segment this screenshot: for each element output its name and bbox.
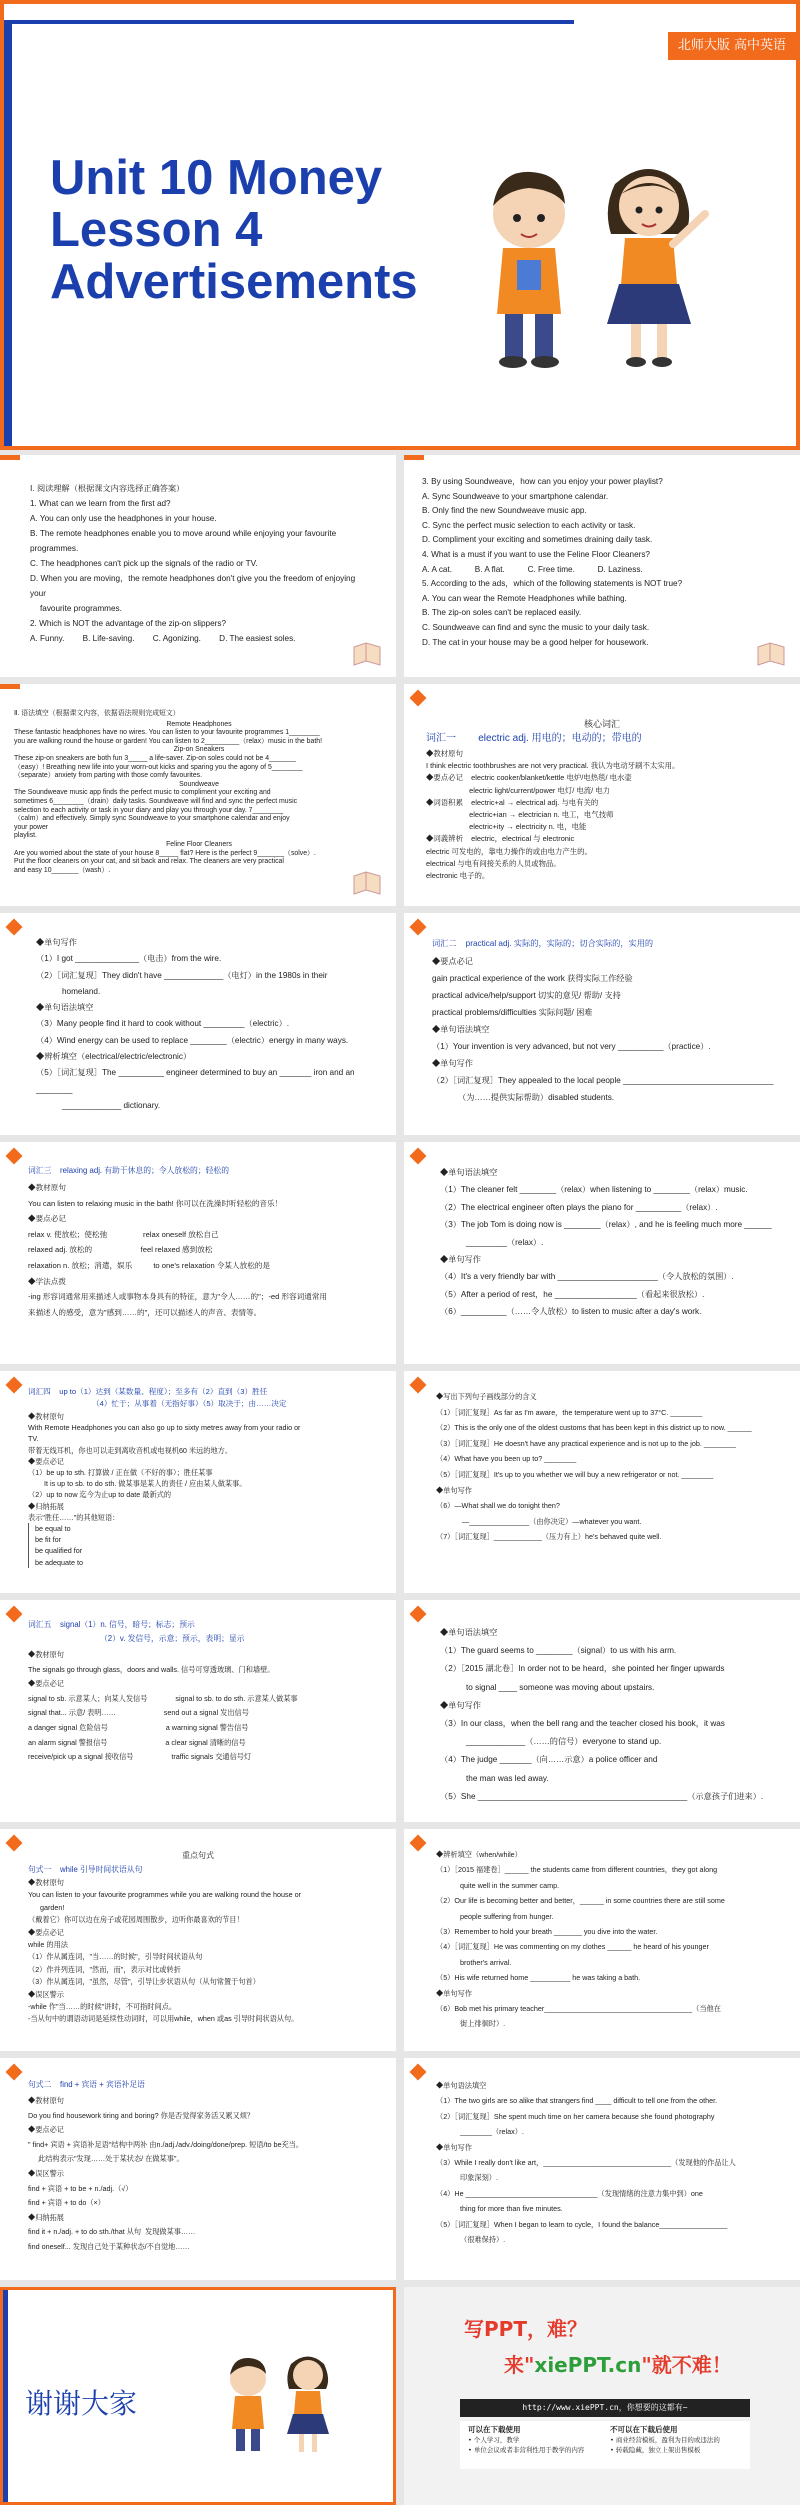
text-line: ◆单句语法填空 (436, 2081, 487, 2090)
ad-terms (460, 2421, 750, 2469)
text-line: （1）Your invention is very advanced, but not very __________（practice）. (432, 1042, 711, 1051)
text-line: ________（relax）. (460, 2127, 524, 2137)
text-line: A. You can only use the headphones in your house. (30, 514, 217, 523)
text-line: the man was led away. (466, 1773, 549, 1783)
book-icon (756, 641, 786, 667)
text-line: ◆教材原句 (28, 1878, 64, 1887)
cover-left-bar (4, 24, 12, 446)
slide-body (440, 1624, 790, 1806)
slide-subtitle: 词汇二 practical adj. 实际的，实际的；切合实际的，实用的 (432, 939, 654, 948)
text-line: （6）Bob met his primary teacher_____________________________________（当他在 (436, 2004, 721, 2014)
slide-body (28, 1180, 384, 1320)
text-line: （4）［词汇复现］He was commenting on my clothes ______ he heard of his younger (436, 1942, 709, 1952)
text-line: ◆单句写作 (440, 1255, 481, 1265)
text-line: B. The remote headphones enable you to move around while enjoying your favourite (30, 529, 337, 538)
text-line: （3）Many people find it hard to cook without _________（electric）. (36, 1019, 290, 1029)
text-line: （2）The electrical engineer often plays the piano for __________（relax）. (440, 1202, 718, 1212)
text-line: while 的用法 (28, 1940, 68, 1950)
text-line: an alarm signal 警报信号 a clear signal 清晰的信号 (28, 1737, 246, 1747)
text-line: ◆教材原句 (28, 2096, 64, 2105)
text-line: ◆教材原句 (28, 1183, 66, 1192)
text-line: A. Funny. B. Life-saving. C. Agonizing. D. The easiest soles. (30, 634, 296, 643)
slide-body (440, 1164, 790, 1321)
slide-reading-q3-5 (404, 455, 800, 677)
text-line: D. Compliment your exciting and sometimes draining daily task. (422, 535, 653, 545)
slide-up-to-exercises (404, 1371, 800, 1593)
text-line: electric light/current/power 电灯/ 电流/ 电力 (426, 785, 610, 795)
text-line: homeland. (62, 986, 101, 996)
text-line: （7）［词汇复现］____________（压力有上）he's behaved quite well. (436, 1532, 662, 1542)
orange-diamond-marker (410, 2064, 427, 2081)
text-line: 2. Which is NOT the advantage of the zip-on slippers? (30, 619, 226, 628)
text-line: Are you worried about the state of your house 8_____ flat? Here is the perfect 9_______（solve）. (14, 849, 316, 857)
text-line: （5）［词汇复现］The __________ engineer determined to buy an _______ iron and an ________ (36, 1068, 357, 1094)
text-line: B. The zip-on soles can't be replaced easily. (422, 608, 582, 618)
text-line: selection to each activity or task in your diary and play you through your day. 7________ (14, 806, 284, 814)
orange-diamond-marker (410, 1377, 427, 1394)
text-line: _________（relax）. (466, 1237, 544, 1247)
text-line: practical problems/difficulties 实际问题/ 困难 (432, 1008, 593, 1017)
text-line: -while 作"当……的时候"讲时，不可指时间点。 (28, 2002, 177, 2012)
text-line: ◆单句语法填空 (440, 1168, 498, 1177)
book-icon (352, 870, 382, 896)
text-line: （4）It's a very friendly bar with ______________________（令人放松的氛围）. (440, 1272, 734, 1282)
text-line: signal that... 示意/ 表明…… send out a signal 发出信号 (28, 1708, 249, 1718)
slide-while-exercises (404, 1829, 800, 2051)
text-line: 此结构表示"发现……处于某状态/ 在做某事"。 (38, 2154, 184, 2164)
ad-col-line: • 单位会议或者非营利性用于教学的内容 (468, 2446, 585, 2454)
text-line: ◆教材原句 (28, 1412, 64, 1421)
text-line: you are walking round the house or garden! You can listen to 2_________（relax）music in the bath! (14, 737, 322, 745)
text-line: A. Sync Soundweave to your smartphone calendar. (422, 491, 609, 501)
text-line: （4）What have you been up to? ________ (436, 1454, 577, 1464)
text-line: 5. According to the ads，which of the following statements is NOT true? (422, 579, 683, 589)
cover-title-line1: Unit 10 Money (50, 151, 383, 205)
text-line: （3）作从属连词，"虽然，尽管"，引导让步状语从句（从句常置于句首） (28, 1977, 260, 1987)
orange-diamond-marker (410, 1606, 427, 1623)
text-line: （4）The judge _______（向……示意）a police officer and (440, 1755, 658, 1765)
text-line: （3）Remember to hold your breath _______ you dive into the water. (436, 1927, 658, 1937)
text-line: programmes. (30, 544, 79, 553)
text-line: garden! (40, 1902, 65, 1912)
text-line: ◆误区警示 (28, 2168, 64, 2178)
slide-body (436, 1847, 792, 2032)
text-line: ◆要点必记 electric cooker/blanket/kettle 电炉/电热毯/ 电水壶 (426, 773, 632, 783)
text-line: （4）He _________________________________（发现情绪的注意力集中到）one (436, 2188, 703, 2198)
slide-electric-exercises (0, 913, 396, 1135)
thanks-left-bar (3, 2290, 8, 2502)
ad-slogan-site: xiePPT.cn (534, 2353, 642, 2377)
text-line: These zip-on sneakers are both fun 3_____ a life-saver. Zip-on soles could not be 4_______ (14, 754, 296, 762)
ad-slogan-a: 来" (504, 2353, 535, 2377)
text-line: （1）The cleaner felt ________（relax）when listening to ________（relax）music. (440, 1185, 748, 1195)
text-line: find + 宾语 + to be + n./adj.（√） (28, 2183, 133, 2193)
text-line: your (30, 589, 46, 598)
text-line: （5）She ______________________________________________（示意孩子们进来）. (440, 1791, 764, 1801)
text-line: thing for more than five minutes. (460, 2204, 563, 2214)
text-line: C. Soundweave can find and sync the music to your daily task. (422, 622, 650, 632)
text-line: ◆单句语法填空 (36, 1003, 94, 1013)
text-line: ◆词義辨析 electric，electrical 与 electronic (426, 834, 575, 844)
orange-diamond-marker (410, 919, 427, 936)
text-line: ◆词语积累 electric+al → electrical adj. 与电有关的 (426, 797, 599, 807)
slide-body (28, 1877, 384, 2026)
slide-thanks (0, 2287, 396, 2505)
text-line: ◆单句语法填空 (432, 1025, 490, 1034)
text-line: be fit for (28, 1534, 384, 1545)
slide-title: 重点句式 (182, 1851, 214, 1860)
text-line: （2）Our life is becoming better and better，______ in some countries there are still some (436, 1896, 725, 1906)
text-line: find + 宾语 + to do（×） (28, 2198, 105, 2208)
slide-body (28, 1648, 384, 1765)
ad-title: Remote Headphones (166, 720, 232, 728)
text-line: ◆归纳拓展 (28, 2212, 64, 2222)
slide-reading-q1-2 (0, 455, 396, 677)
text-line: （3）While I really don't like art，________________________________（发现他的作品让人 (436, 2158, 736, 2168)
text-line: ◆辨析填空（when/while） (436, 1850, 522, 1859)
text-line: practical advice/help/support 切实的意见/ 帮助/ 支持 (432, 991, 621, 1000)
text-line: 3. By using Soundweave，how can you enjoy your power playlist? (422, 477, 663, 486)
ad-col-title: 不可以在下载后使用 (610, 2425, 678, 2434)
ad-title: Zip-on Sneakers (173, 746, 225, 754)
slide-body (30, 481, 380, 646)
slide-vocab-signal (0, 1600, 396, 1822)
text-line: B. Only find the new Soundweave music app. (422, 506, 587, 516)
cover-badge: 北师大版 高中英语 (668, 32, 796, 60)
text-line: （1）be up to sth. 打算做 / 正在做（不好的事）；胜任某事 (28, 1468, 213, 1478)
text-line: ◆教材原句 (28, 1650, 64, 1659)
text-line: be equal to (28, 1523, 384, 1534)
slide-body (36, 935, 386, 1114)
cover-title-line2: Lesson 4 (50, 203, 263, 257)
text-line: （separate）anxiety from parting with those comfy favourites. (14, 772, 203, 780)
slide-body (28, 1411, 384, 1568)
slide-body (422, 475, 782, 650)
text-line: Put the floor cleaners on your cat, and sit back and relax. The cleaners are very practical (14, 858, 284, 866)
slide-subtitle: （4）忙于；从事着（无指好事）（5）取决于；由……决定 (92, 1399, 287, 1408)
text-line: -ing 形容词通常用来描述人或事物本身具有的特征，意为"令人……的"；-ed 形容词通常用 (28, 1292, 328, 1302)
text-line: （1）［词汇复现］As far as I'm aware，the temperature went up to 37°C. ________ (436, 1407, 703, 1417)
text-line: （戴着它）你可以边在房子或花园周围散步，边听你最喜欢的节目！ (28, 1915, 244, 1925)
text-line: ◆要点必记 (28, 1456, 64, 1466)
slide-subtitle: 句式二 find + 宾语 + 宾语补足语 (28, 2080, 145, 2089)
slide-vocab-relaxing (0, 1142, 396, 1364)
text-line: （2）［词汇复现］They didn't have _____________（电灯）in the 1980s in their (36, 970, 328, 980)
text-line: It is up to sb. to do sth. 做某事是某人的责任 / 应由某人做某事。 (44, 1479, 247, 1489)
thanks-text: 谢谢大家 (25, 2387, 138, 2420)
text-line: find it + n./adj. + to do sth./that 从句 发现做某事…… (28, 2227, 196, 2237)
text-line: You can listen to your favourite programmes while you are walking round the house or (28, 1890, 302, 1900)
ad-headline: 写PPT，难？ (464, 2317, 587, 2341)
text-line: （1）The guard seems to ________（signal）to us with his arm. (440, 1646, 677, 1656)
text-line: 印象深刻）. (460, 2173, 498, 2183)
ad-col-title: 可以在下载使用 (468, 2425, 521, 2434)
text-line: be adequate to (28, 1557, 384, 1568)
text-line: 1. What can we learn from the first ad? (30, 499, 171, 508)
text-line: （2）［词汇复现］She spent much time on her camera because she found photography (436, 2111, 715, 2121)
text-line: to signal ____ someone was moving about upstairs. (466, 1682, 655, 1692)
text-line: be qualified for (28, 1545, 384, 1556)
ad-slogan-c: "就不难！ (641, 2353, 732, 2377)
text-line: （1）I got ______________（电击）from the wire. (36, 954, 222, 964)
text-line: 来描述人的感受，意为"感到……的"，还可以描述人的声音、表情等。 (28, 1307, 262, 1317)
text-line: （3）The job Tom is doing now is ________（relax）, and he is feeling much more ______ (440, 1220, 772, 1230)
slide-accent-bar (0, 684, 20, 689)
slide-title: 核心词汇 (583, 719, 620, 729)
text-line: （6）—What shall we do tonight then? (436, 1501, 560, 1511)
text-line: A. A cat. B. A flat. C. Free time. D. Laziness. (422, 564, 643, 574)
text-line: You can listen to relaxing music in the bath! 你可以在洗澡时听轻松的音乐！ (28, 1198, 283, 1208)
text-line: ◆写出下列句子画线部分的含义 (436, 1392, 537, 1401)
orange-diamond-marker (6, 2064, 23, 2081)
ad-title: Feline Floor Cleaners (166, 840, 232, 848)
slide-subtitle: 词汇三 relaxing adj. 有助于休息的；令人放松的；轻松的 (28, 1166, 230, 1175)
text-line: （easy）! Breathing new life into your worn-out kicks and sparing you the agony of 5________ (14, 763, 303, 771)
text-line: ◆单句写作 (36, 938, 77, 947)
text-line: ◆辨析填空（electrical/electric/electronic） (36, 1052, 192, 1062)
slide-subtitle: 词汇一 electric adj. 用电的；电动的；带电的 (426, 733, 642, 744)
text-line: _____________（……的信号）everyone to stand up. (466, 1737, 662, 1747)
text-line: ◆要点必记 (432, 957, 473, 966)
text-line: —_______________（由你决定）—whatever you want. (462, 1516, 642, 1526)
text-line: （1）［2015 福建卷］______ the students came from different countries，they got along (436, 1865, 718, 1875)
slide-vocab-electric (404, 684, 800, 906)
text-line: sometimes 6________（drain）daily tasks. Soundweave will find and sync the perfect music (14, 797, 298, 805)
cartoon-girl (607, 169, 705, 367)
text-line: With Remote Headphones you can also go up to sixty metres away from your radio or (28, 1423, 301, 1433)
ad-slogan (504, 2349, 732, 2378)
ad-col-forbidden (610, 2425, 746, 2455)
slide-body (14, 710, 384, 875)
slide-relaxing-exercises (404, 1142, 800, 1364)
text-line: brother's arrival. (460, 1957, 512, 1967)
text-line: TV. (28, 1434, 39, 1444)
slide-vocab-up-to (0, 1371, 396, 1593)
text-line: ◆单句写作 (436, 1988, 472, 1998)
text-line: The Soundweave music app finds the perfect music to compliment your exciting and (14, 789, 271, 797)
text-line: ◆单句写作 (436, 1485, 472, 1495)
text-line: gain practical experience of the work 获得实际工作经验 (432, 974, 633, 983)
ad-url-bar[interactable]: http://www.xiePPT.cn，你想要的这都有~ (460, 2399, 750, 2417)
text-line: Ⅰ. 阅读理解（根据课文内容选择正确答案） (30, 484, 185, 493)
text-line: electric+ian → electrician n. 电工，电气技师 (426, 810, 614, 820)
slide-body (426, 748, 786, 882)
text-line: 4. What is a must if you want to use the Feline Floor Cleaners? (422, 549, 650, 559)
orange-diamond-marker (6, 1606, 23, 1623)
text-line: ◆单句写作 (432, 1059, 473, 1068)
text-line: （1）The two girls are so alike that strangers find ____ difficult to tell one from the other. (436, 2096, 718, 2106)
text-line: quite well in the summer camp. (460, 1880, 560, 1890)
text-line: （3）In our class，when the bell rang and the teacher closed his book，it was (440, 1719, 725, 1729)
slide-sentence-while (0, 1829, 396, 2051)
orange-diamond-marker (410, 1148, 427, 1165)
cover-title (50, 152, 418, 308)
text-line: （2）This is the only one of the oldest customs that has been kept in this district up to now. ______ (436, 1423, 752, 1433)
slide-body (436, 2078, 792, 2247)
orange-diamond-marker (6, 1377, 23, 1394)
text-line: （6）__________（……令人放松）to listen to music after a day's work. (440, 1307, 702, 1317)
text-line: （很难保持）. (460, 2235, 506, 2245)
text-line: （4）Wind energy can be used to replace ________（electric）energy in many ways. (36, 1035, 349, 1045)
text-line: （5）［词汇复现］It's up to you whether we will buy a new refrigerator or not. ________ (436, 1469, 714, 1479)
cover-slide (0, 0, 800, 450)
text-line: receive/pick up a signal 接收信号 traffic signals 交通信号灯 (28, 1752, 252, 1762)
text-line: electric 可发电的，靠电力操作的或由电力产生的。 (426, 846, 592, 856)
ad-col-line: • 商业经营模板，盈利为目的或违法的 (610, 2436, 720, 2444)
text-line: relaxed adj. 放松的 feel relaxed 感到放松 (28, 1245, 213, 1255)
text-line: ◆教材原句 (426, 749, 463, 758)
ad-col-allowed (468, 2425, 598, 2455)
text-line: favourite programmes. (40, 604, 122, 613)
orange-diamond-marker (410, 690, 427, 707)
text-line: 街上徘徊时）. (460, 2019, 506, 2029)
text-line: ◆学法点拨 (28, 1276, 66, 1286)
slide-accent-bar (0, 455, 20, 460)
text-line: electric+ity → electricity n. 电，电能 (426, 822, 587, 832)
text-line: ◆单句写作 (436, 2142, 472, 2152)
slide-body (436, 1389, 792, 1545)
text-line: D. When you are moving，the remote headphones don't give you the freedom of enjoying (30, 574, 356, 583)
text-line: your power (14, 823, 49, 831)
slide-vocab-practical (404, 913, 800, 1135)
text-line: C. Sync the perfect music selection to each activity or task. (422, 520, 636, 530)
slide-heading: Ⅱ. 语法填空（根据课文内容，依据语法规则完成短文） (14, 710, 180, 717)
book-icon (352, 641, 382, 667)
text-line: electrical 与电有间接关系的人员或物品。 (426, 858, 561, 868)
text-line: a danger signal 危险信号 a warning signal 警告信号 (28, 1722, 249, 1732)
text-line: signal to sb. 示意某人；向某人发信号 signal to sb. to do sth. 示意某人做某事 (28, 1693, 298, 1703)
slide-subtitle: 词汇五 signal（1）n. 信号，暗号；标志；预示 (28, 1620, 195, 1629)
text-line: A. You can wear the Remote Headphones while bathing. (422, 593, 627, 603)
cartoon-boy (493, 172, 565, 368)
text-line: ◆要点必记 (28, 1214, 66, 1224)
text-line: （2）［词汇复现］They appealed to the local people _________________________________ (432, 1076, 774, 1085)
slide-body (28, 2094, 384, 2255)
text-line: C. The headphones can't pick up the signals of the radio or TV. (30, 559, 258, 568)
slide-accent-bar (404, 455, 424, 460)
ad-col-line: • 个人学习，教学 (468, 2436, 520, 2444)
text-line: playlist. (14, 832, 37, 840)
text-line: ◆误区警示 (28, 1989, 64, 1999)
text-line: 表示"胜任……"的其他短语： (28, 1512, 120, 1522)
ad-title: Soundweave (179, 780, 219, 788)
text-line: and easy 10_______（wash）. (14, 866, 111, 874)
text-line: ◆单句语法填空 (440, 1628, 498, 1637)
cartoon-children-illustration (459, 144, 719, 384)
text-line: relax v. 使放松；使松弛 relax oneself 放松自己 (28, 1229, 219, 1239)
text-line: ◆要点必记 (28, 2125, 64, 2135)
text-line: relaxation n. 放松；消遣，娱乐 to one's relaxation 令某人放松的是 (28, 1260, 270, 1270)
text-line: ◆归纳拓展 (28, 1501, 64, 1511)
orange-diamond-marker (410, 1835, 427, 1852)
text-line: " find+ 宾语 + 宾语补足语"结构中两补 由n./adj./adv./doing/done/prep. 短语/to be充当。 (28, 2139, 304, 2149)
text-line: The signals go through glass，doors and walls. 信号可穿透玻璃、门和墙壁。 (28, 1664, 275, 1674)
ad-col-line: • 转载隐藏，独立上架出售模板 (610, 2446, 701, 2454)
text-line: （2）作并列连词，"然而，而"，表示对比或转折 (28, 1964, 181, 1974)
text-line: ◆要点必记 (28, 1679, 64, 1689)
orange-diamond-marker (6, 919, 23, 936)
text-line: （3）［词汇复现］He doesn't have any practical experience and is not up to the job. ________ (436, 1438, 736, 1448)
text-line: D. The cat in your house may be a good helper for housework. (422, 637, 649, 647)
text-line: （5）After a period of rest，he __________________（看起来很放松）. (440, 1289, 705, 1299)
cartoon-children-illustration (213, 2344, 343, 2464)
orange-diamond-marker (6, 1148, 23, 1165)
text-line: （1）作从属连词，"当……的时候"，引导时间状语从句 (28, 1952, 203, 1962)
text-line: （为……提供实际帮助）disabled students. (458, 1093, 615, 1102)
text-line: I think electric toothbrushes are not very practical. 我认为电动牙刷不太实用。 (426, 761, 680, 771)
text-line: ◆要点必记 (28, 1927, 64, 1937)
slide-subtitle: 词汇四 up to（1）达到（某数量、程度）；至多有（2）直到（3）胜任 (28, 1387, 268, 1396)
slide-subtitle: 句式一 while 引导时间状语从句 (28, 1865, 143, 1874)
slide-xieppt-ad (404, 2287, 800, 2505)
text-line: -当从句中的谓语动词是延续性动词时，可以用while，when 或as 引导时间状语从句。 (28, 2014, 299, 2024)
cover-title-line3: Advertisements (50, 255, 418, 309)
text-line: 带着无线耳机，你也可以走到离收音机或电视机60 米远的地方。 (28, 1445, 233, 1455)
text-line: _____________ dictionary. (62, 1100, 161, 1110)
text-line: （2）up to now 迄今为止up to date 最新式的 (28, 1490, 172, 1500)
text-line: people suffering from hunger. (460, 1911, 554, 1921)
text-line: （calm）and effectively. Simply sync Soundweave to your smartphone calendar and enjoy (14, 815, 290, 823)
text-line: find oneself... 发现自己处于某种状态/不自觉地…… (28, 2241, 190, 2251)
slide-sentence-find (0, 2058, 396, 2280)
text-line: electronic 电子的。 (426, 871, 490, 881)
text-line: ◆单句写作 (440, 1700, 481, 1710)
slide-grammar-fill (0, 684, 396, 906)
text-line: （2）［2015 湖北卷］In order not to be heard，she pointed her finger upwards (440, 1664, 725, 1674)
text-line: Do you find housework tiring and boring? 你是否觉得家务活又累又烦？ (28, 2110, 255, 2120)
slide-find-exercises (404, 2058, 800, 2280)
slide-body (432, 953, 782, 1106)
cover-top-bar (4, 20, 574, 24)
text-line: （5）［词汇复现］When I began to learn to cycle，I found the balance_________________ (436, 2219, 728, 2229)
slide-subtitle: （2）v. 发信号，示意；预示，表明；显示 (100, 1634, 245, 1643)
slide-signal-exercises (404, 1600, 800, 1822)
text-line: （5）His wife returned home __________ he was taking a bath. (436, 1973, 641, 1983)
text-line: These fantastic headphones have no wires. You can listen to your favourite programmes 1________ (14, 729, 320, 737)
